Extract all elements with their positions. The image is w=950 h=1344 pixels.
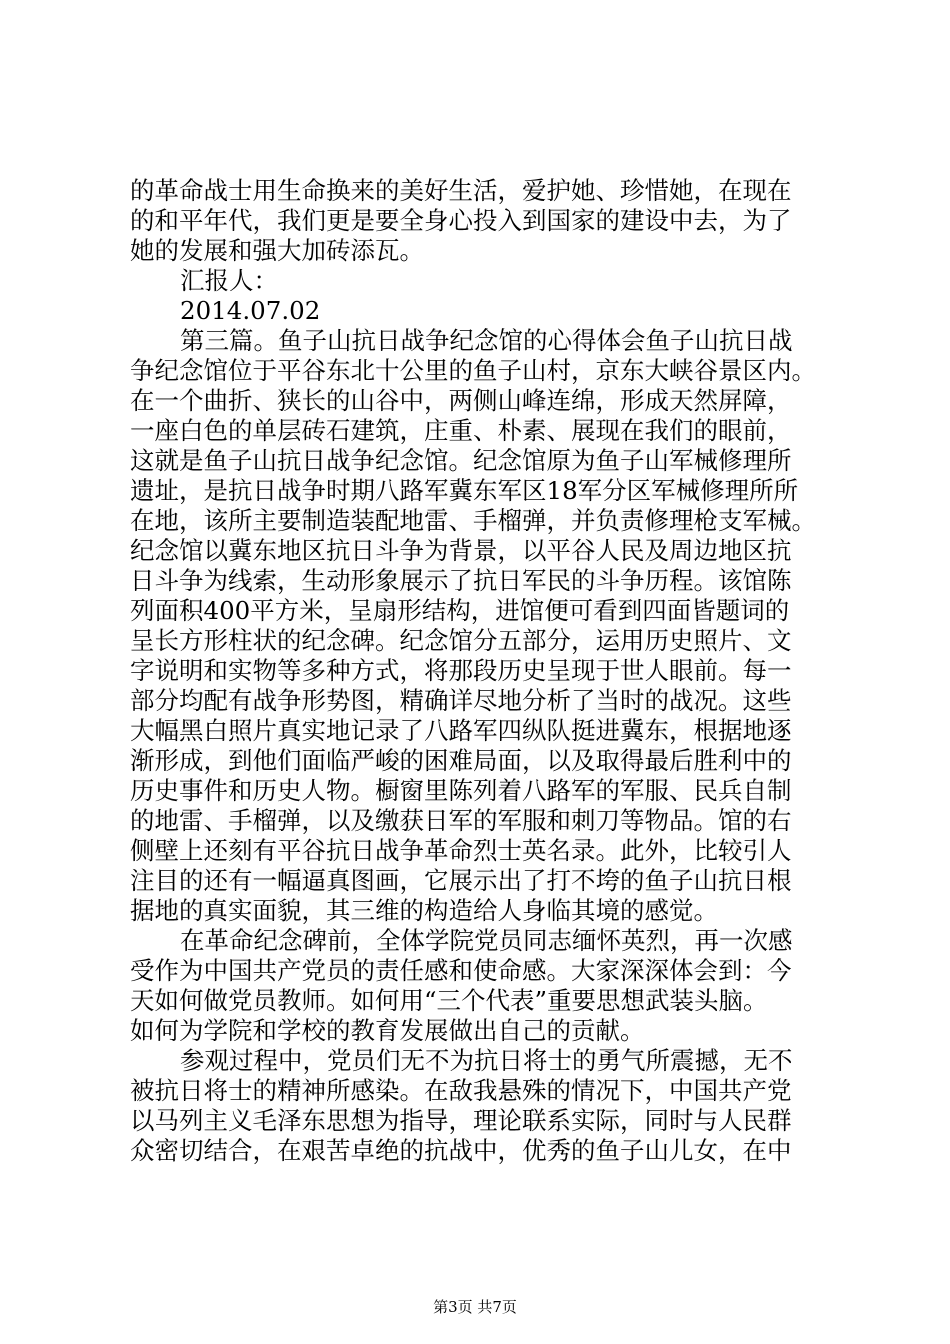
- text-line: 以马列主义毛泽东思想为指导，理论联系实际，同时与人民群: [130, 1106, 792, 1135]
- text-line: 列面积400平方米，呈扇形结构，进馆便可看到四面皆题词的: [130, 596, 790, 625]
- text-line: 众密切结合，在艰苦卓绝的抗战中，优秀的鱼子山儿女，在中: [130, 1136, 792, 1165]
- text-line: 她的发展和强大加砖添瓦。: [130, 236, 424, 265]
- text-line: 天如何做党员教师。如何用“三个代表”重要思想武装头脑。: [130, 986, 768, 1015]
- text-line: 侧壁上还刻有平谷抗日战争革命烈士英名录。此外，比较引人: [130, 836, 792, 865]
- text-line: 部分均配有战争形势图，精确详尽地分析了当时的战况。这些: [130, 686, 792, 715]
- text-line: 的革命战士用生命换来的美好生活，爱护她、珍惜她，在现在: [130, 176, 792, 205]
- text-line: 字说明和实物等多种方式，将那段历史呈现于世人眼前。每一: [130, 656, 792, 685]
- text-line: 在革命纪念碑前，全体学院党员同志缅怀英烈，再一次感: [180, 926, 793, 955]
- text-line: 2014.07.02: [180, 296, 321, 325]
- text-line: 据地的真实面貌，其三维的构造给人身临其境的感觉。: [130, 896, 718, 925]
- text-line: 在一个曲折、狭长的山谷中，两侧山峰连绵，形成天然屏障，: [130, 386, 792, 415]
- document-body: [130, 176, 820, 1166]
- text-line: 的地雷、手榴弹，以及缴获日军的军服和刺刀等物品。馆的右: [130, 806, 792, 835]
- text-line: 纪念馆以冀东地区抗日斗争为背景，以平谷人民及周边地区抗: [130, 536, 792, 565]
- text-line: 第三篇。鱼子山抗日战争纪念馆的心得体会鱼子山抗日战: [180, 326, 793, 355]
- text-line: 遗址，是抗日战争时期八路军冀东军区18军分区军械修理所所: [130, 476, 799, 505]
- text-line: 注目的还有一幅逼真图画，它展示出了打不垮的鱼子山抗日根: [130, 866, 792, 895]
- text-line: 这就是鱼子山抗日战争纪念馆。纪念馆原为鱼子山军械修理所: [130, 446, 792, 475]
- text-line: 被抗日将士的精神所感染。在敌我悬殊的情况下，中国共产党: [130, 1076, 792, 1105]
- text-line: 呈长方形柱状的纪念碑。纪念馆分五部分，运用历史照片、文: [130, 626, 792, 655]
- text-line: 争纪念馆位于平谷东北十公里的鱼子山村，京东大峡谷景区内。: [130, 356, 816, 385]
- text-line: 参观过程中，党员们无不为抗日将士的勇气所震撼，无不: [180, 1046, 793, 1075]
- text-line: 日斗争为线索，生动形象展示了抗日军民的斗争历程。该馆陈: [130, 566, 792, 595]
- text-line: 渐形成，到他们面临严峻的困难局面，以及取得最后胜利中的: [130, 746, 792, 775]
- text-line: 汇报人：: [180, 266, 278, 295]
- text-line: 历史事件和历史人物。橱窗里陈列着八路军的军服、民兵自制: [130, 776, 792, 805]
- text-line: 如何为学院和学校的教育发展做出自己的贡献。: [130, 1016, 645, 1045]
- text-line: 受作为中国共产党员的责任感和使命感。大家深深体会到：今: [130, 956, 792, 985]
- text-line: 在地，该所主要制造装配地雷、手榴弹，并负责修理枪支军械。: [130, 506, 816, 535]
- text-line: 一座白色的单层砖石建筑，庄重、朴素、展现在我们的眼前，: [130, 416, 792, 445]
- text-line: 大幅黑白照片真实地记录了八路军四纵队挺进冀东，根据地逐: [130, 716, 792, 745]
- text-line: 的和平年代，我们更是要全身心投入到国家的建设中去，为了: [130, 206, 792, 235]
- page-footer: 第3页 共7页: [433, 1298, 517, 1316]
